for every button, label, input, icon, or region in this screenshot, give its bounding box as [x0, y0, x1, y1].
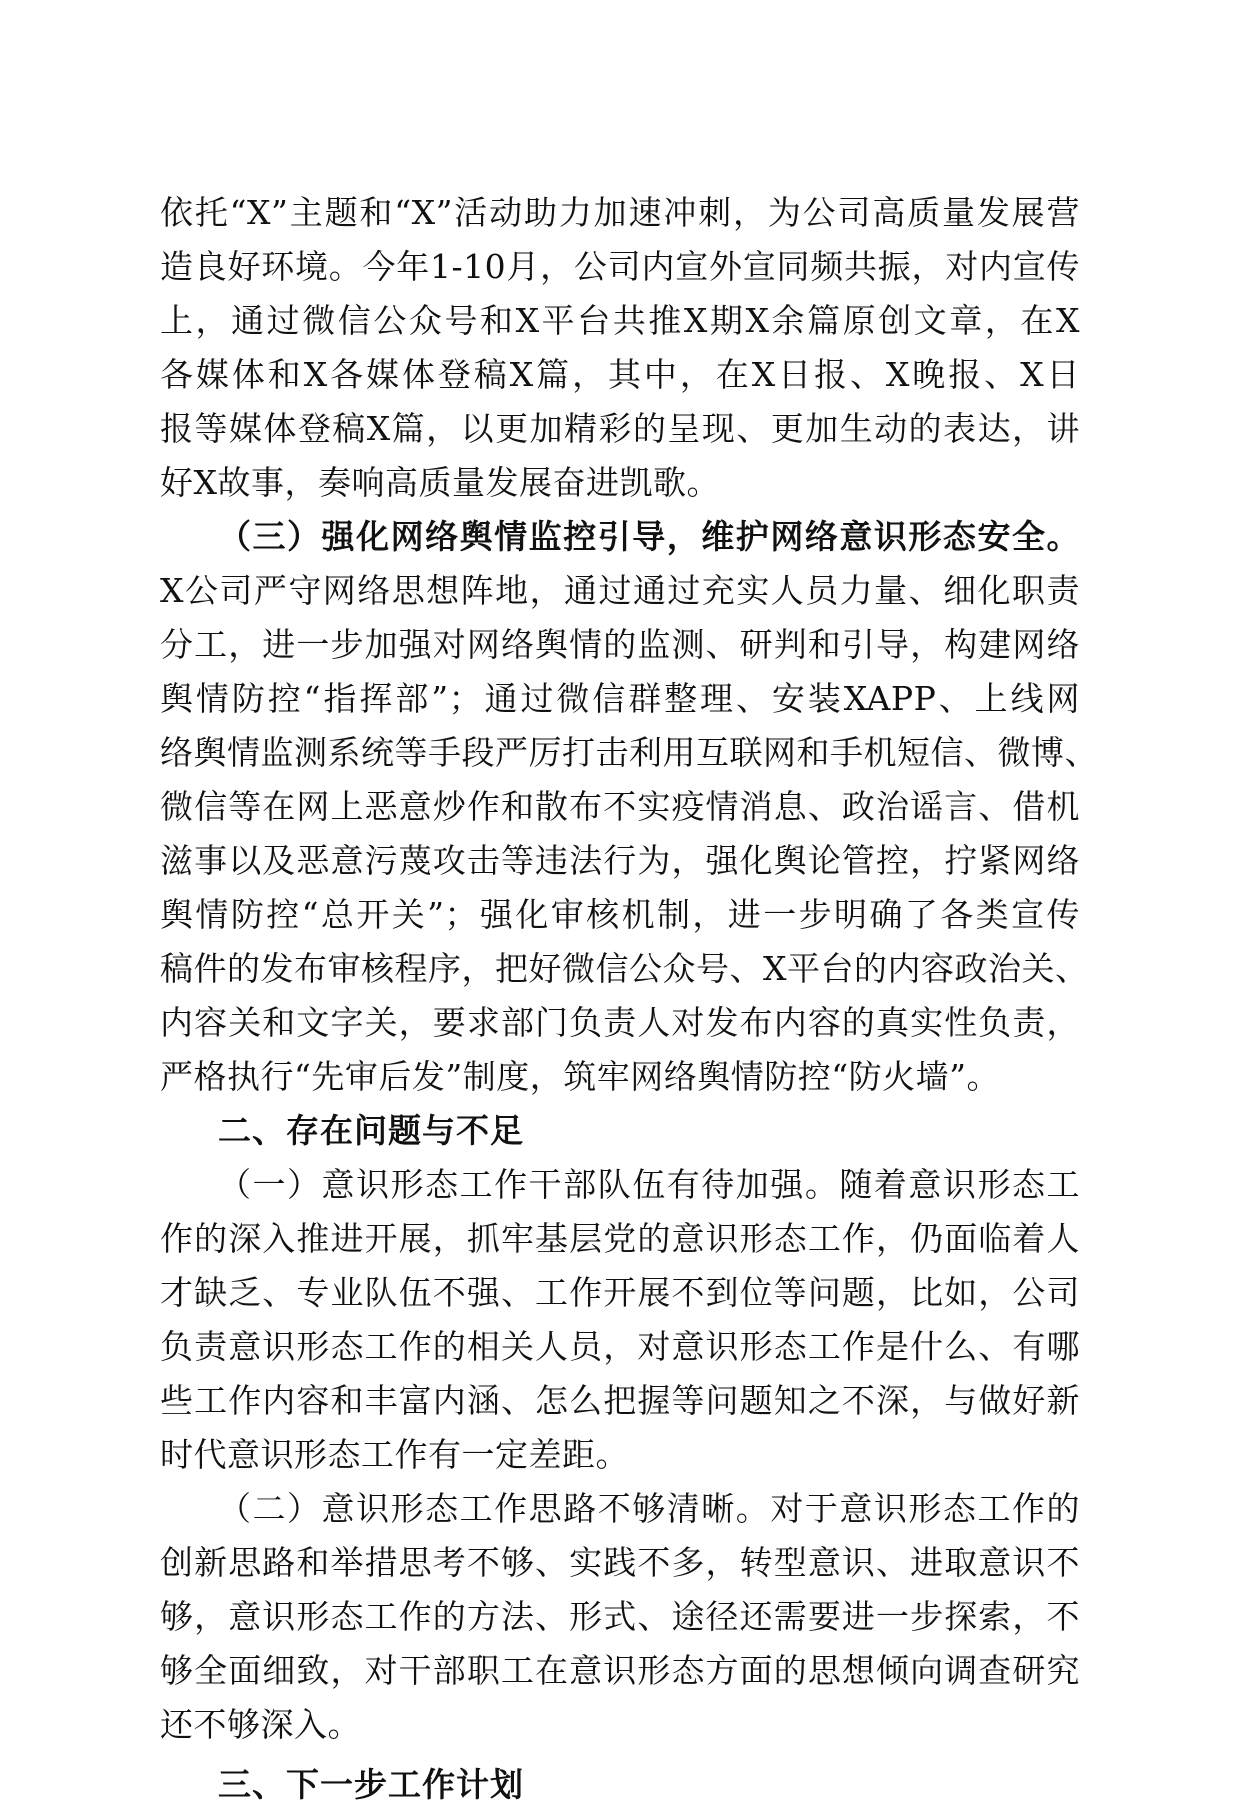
paragraph-line: 舆情防控“总开关”；强化审核机制，进一步明确了各类宣传: [160, 895, 1080, 934]
paragraph-line: 好X故事，奏响高质量发展奋进凯歌。: [160, 463, 720, 502]
paragraph-line: 够全面细致，对干部职工在意识形态方面的思想倾向调查研究: [160, 1651, 1080, 1690]
paragraph-line: 稿件的发布审核程序，把好微信公众号、X平台的内容政治关、: [160, 949, 1089, 988]
paragraph-line: 时代意识形态工作有一定差距。: [160, 1435, 629, 1474]
paragraph-line: 络舆情监测系统等手段严厉打击利用互联网和手机短信、微博、: [160, 733, 1098, 772]
paragraph-line: （二）意识形态工作思路不够清晰。对于意识形态工作的: [218, 1489, 1080, 1528]
paragraph-line: 才缺乏、专业队伍不强、工作开展不到位等问题，比如，公司: [160, 1273, 1080, 1312]
paragraph-line: 依托“X”主题和“X”活动助力加速冲刺，为公司高质量发展营: [160, 193, 1080, 232]
paragraph-line: 上，通过微信公众号和X平台共推X期X余篇原创文章，在X: [160, 301, 1080, 340]
paragraph-line: X公司严守网络思想阵地，通过通过充实人员力量、细化职责: [160, 571, 1080, 610]
document-body: [160, 186, 1098, 1812]
paragraph-line: 报等媒体登稿X篇，以更加精彩的呈现、更加生动的表达，讲: [160, 409, 1080, 448]
paragraph-line: 各媒体和X各媒体登稿X篇，其中，在X日报、X晚报、X日: [160, 355, 1080, 394]
paragraph-line: 舆情防控“指挥部”；通过微信群整理、安装XAPP、上线网: [160, 679, 1080, 718]
paragraph-line: 微信等在网上恶意炒作和散布不实疫情消息、政治谣言、借机: [160, 787, 1080, 826]
section-heading: 三、下一步工作计划: [218, 1765, 524, 1804]
paragraph-line: 内容关和文字关，要求部门负责人对发布内容的真实性负责，: [160, 1003, 1080, 1042]
paragraph-line: 够，意识形态工作的方法、形式、途径还需要进一步探索，不: [160, 1597, 1080, 1636]
section-heading: 二、存在问题与不足: [218, 1111, 524, 1150]
paragraph-line: 滋事以及恶意污蔑攻击等违法行为，强化舆论管控，拧紧网络: [160, 841, 1080, 880]
section-title: （三）强化网络舆情监控引导，维护网络意识形态安全。: [218, 517, 1080, 556]
paragraph-line: （一）意识形态工作干部队伍有待加强。随着意识形态工: [218, 1165, 1080, 1204]
paragraph-line: 作的深入推进开展，抓牢基层党的意识形态工作，仍面临着人: [160, 1219, 1080, 1258]
paragraph-line: 还不够深入。: [160, 1705, 361, 1744]
paragraph-line: 负责意识形态工作的相关人员，对意识形态工作是什么、有哪: [160, 1327, 1080, 1366]
paragraph-line: 些工作内容和丰富内涵、怎么把握等问题知之不深，与做好新: [160, 1381, 1080, 1420]
paragraph-line: 造良好环境。今年1-10月，公司内宣外宣同频共振，对内宣传: [160, 247, 1080, 286]
paragraph-line: 分工，进一步加强对网络舆情的监测、研判和引导，构建网络: [160, 625, 1080, 664]
paragraph-line: 创新思路和举措思考不够、实践不多，转型意识、进取意识不: [160, 1543, 1080, 1582]
paragraph-line: 严格执行“先审后发”制度，筑牢网络舆情防控“防火墙”。: [160, 1057, 1000, 1096]
